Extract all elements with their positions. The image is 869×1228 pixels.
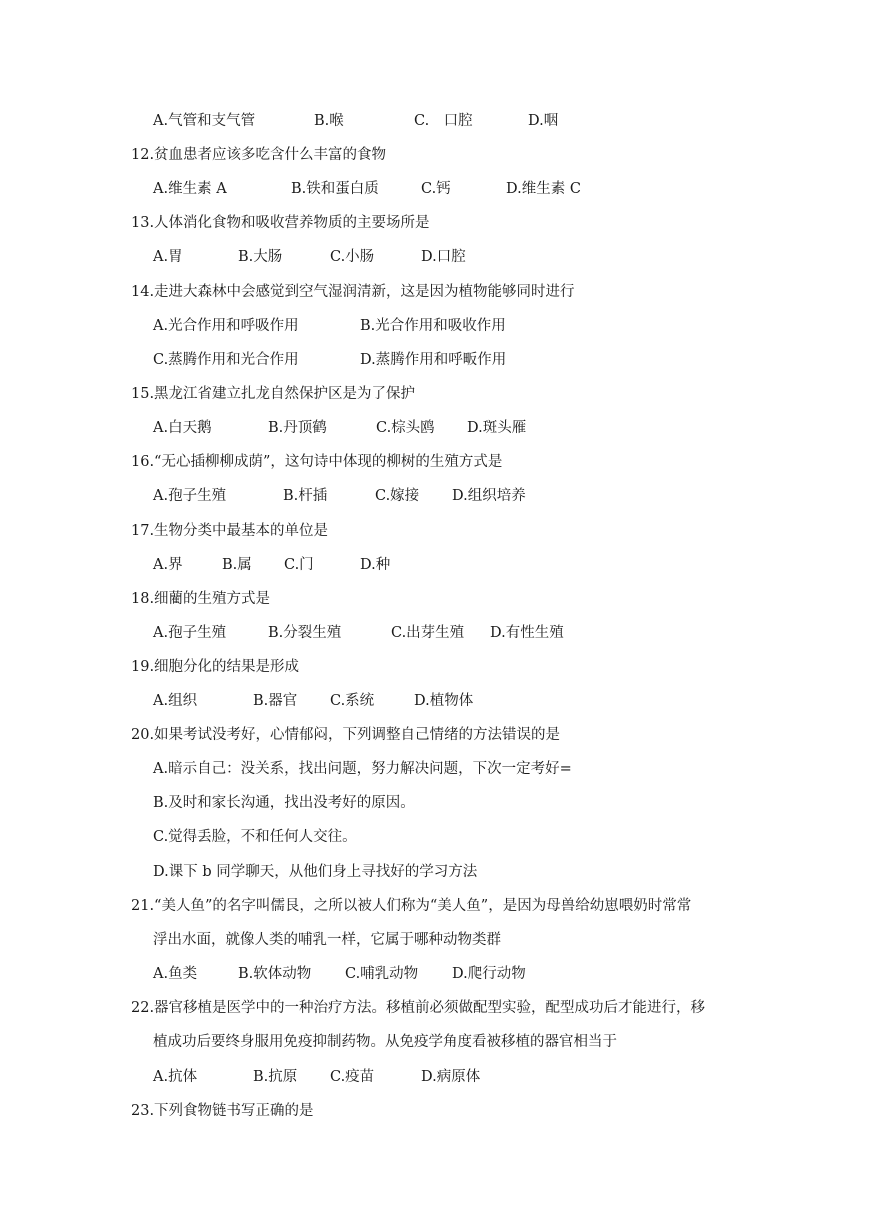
question-14-stem: 14.走进大森林中会感觉到空气湿润清新，这是因为植物能够同时进行 xyxy=(131,284,575,300)
question-20-stem: 20.如果考试没考好，心情郁闷，下列调整自己情绪的方法错误的是 xyxy=(131,727,561,743)
q15-option-d: D.斑头雁 xyxy=(467,420,527,436)
q11-option-a: A.气管和支气管 xyxy=(153,113,256,129)
q21-option-a: A.鱼类 xyxy=(153,966,198,982)
q22-option-d: D.病原体 xyxy=(421,1069,481,1085)
question-22-stem-line-1: 22.器官移植是医学中的一种治疗方法。移植前必须做配型实验，配型成功后才能进行，移 xyxy=(131,1000,706,1016)
q19-option-b: B.器官 xyxy=(253,693,298,709)
q22-option-b: B.抗原 xyxy=(253,1069,298,1085)
q11-option-c: C. 口腔 xyxy=(414,113,473,129)
q20-option-c: C.觉得丢脸，不和任何人交往。 xyxy=(153,829,357,845)
q17-option-b: B.属 xyxy=(222,557,252,573)
q13-option-c: C.小肠 xyxy=(330,249,375,265)
q17-option-c: C.门 xyxy=(284,557,314,573)
q18-option-b: B.分裂生殖 xyxy=(268,625,342,641)
question-12-stem: 12.贫血患者应该多吃含什么丰富的食物 xyxy=(131,147,387,163)
q20-option-d: D.课下 b 同学聊天，从他们身上寻找好的学习方法 xyxy=(153,864,478,880)
q16-option-c: C.嫁接 xyxy=(375,488,420,504)
q11-option-b: B.喉 xyxy=(314,113,344,129)
q12-option-a: A.维生素 A xyxy=(153,181,227,197)
q12-option-b: B.铁和蛋白质 xyxy=(291,181,379,197)
q19-option-a: A.组织 xyxy=(153,693,198,709)
q15-option-a: A.白天鹅 xyxy=(153,420,212,436)
q19-option-c: C.系统 xyxy=(330,693,375,709)
question-13-stem: 13.人体消化食物和吸收营养物质的主要场所是 xyxy=(131,215,430,231)
question-21-stem-line-1: 21.“美人鱼”的名字叫儒艮，之所以被人们称为“美人鱼”，是因为母兽给幼崽喂奶时常常 xyxy=(131,898,692,914)
question-21-stem-line-2: 浮出水面，就像人类的哺乳一样，它属于哪种动物类群 xyxy=(153,932,501,948)
q20-option-b: B.及时和家长沟通，找出没考好的原因。 xyxy=(153,795,415,811)
q18-option-c: C.出芽生殖 xyxy=(391,625,465,641)
question-16-stem: 16.“无心插柳柳成荫”，这句诗中体现的柳树的生殖方式是 xyxy=(131,454,503,470)
q18-option-a: A.孢子生殖 xyxy=(153,625,227,641)
q21-option-c: C.哺乳动物 xyxy=(345,966,419,982)
question-18-stem: 18.细藺的生殖方式是 xyxy=(131,591,271,607)
q15-option-b: B.丹顶鹤 xyxy=(268,420,327,436)
question-17-stem: 17.生物分类中最基本的单位是 xyxy=(131,523,329,539)
q13-option-b: B.大肠 xyxy=(238,249,283,265)
q19-option-d: D.植物体 xyxy=(414,693,474,709)
q21-option-b: B.软体动物 xyxy=(238,966,312,982)
q14-option-d: D.蒸腾作用和呼畈作用 xyxy=(360,352,507,368)
q14-option-c: C.蒸腾作用和光合作用 xyxy=(153,352,299,368)
question-15-stem: 15.黑龙江省建立扎龙自然保护区是为了保护 xyxy=(131,386,416,402)
q14-option-b: B.光合作用和吸收作用 xyxy=(360,318,506,334)
q16-option-a: A.孢子生殖 xyxy=(153,488,227,504)
q13-option-d: D.口腔 xyxy=(421,249,466,265)
q18-option-d: D.有性生殖 xyxy=(490,625,564,641)
question-22-stem-line-2: 植成功后要终身服用免疫抑制药物。从免疫学角度看被移植的器官相当于 xyxy=(153,1034,617,1050)
q20-option-a: A.暗示自己：没关系，找出问题，努力解决问题，下次一定考好= xyxy=(153,761,572,777)
q12-option-c: C.钙 xyxy=(421,181,451,197)
q22-option-a: A.抗体 xyxy=(153,1069,198,1085)
q16-option-d: D.组织培养 xyxy=(452,488,526,504)
q16-option-b: B.杆插 xyxy=(283,488,328,504)
q17-option-a: A.界 xyxy=(153,557,183,573)
q22-option-c: C.疫苗 xyxy=(330,1069,375,1085)
q13-option-a: A.胃 xyxy=(153,249,183,265)
question-19-stem: 19.细胞分化的结果是形成 xyxy=(131,659,300,675)
q15-option-c: C.棕头鸥 xyxy=(376,420,435,436)
question-23-stem: 23.下列食物链书写正确的是 xyxy=(131,1103,314,1119)
q12-option-d: D.维生素 C xyxy=(506,181,581,197)
q21-option-d: D.爬行动物 xyxy=(452,966,526,982)
q17-option-d: D.种 xyxy=(360,557,391,573)
q11-option-d: D.咽 xyxy=(528,113,559,129)
q14-option-a: A.光合作用和呼吸作用 xyxy=(153,318,299,334)
